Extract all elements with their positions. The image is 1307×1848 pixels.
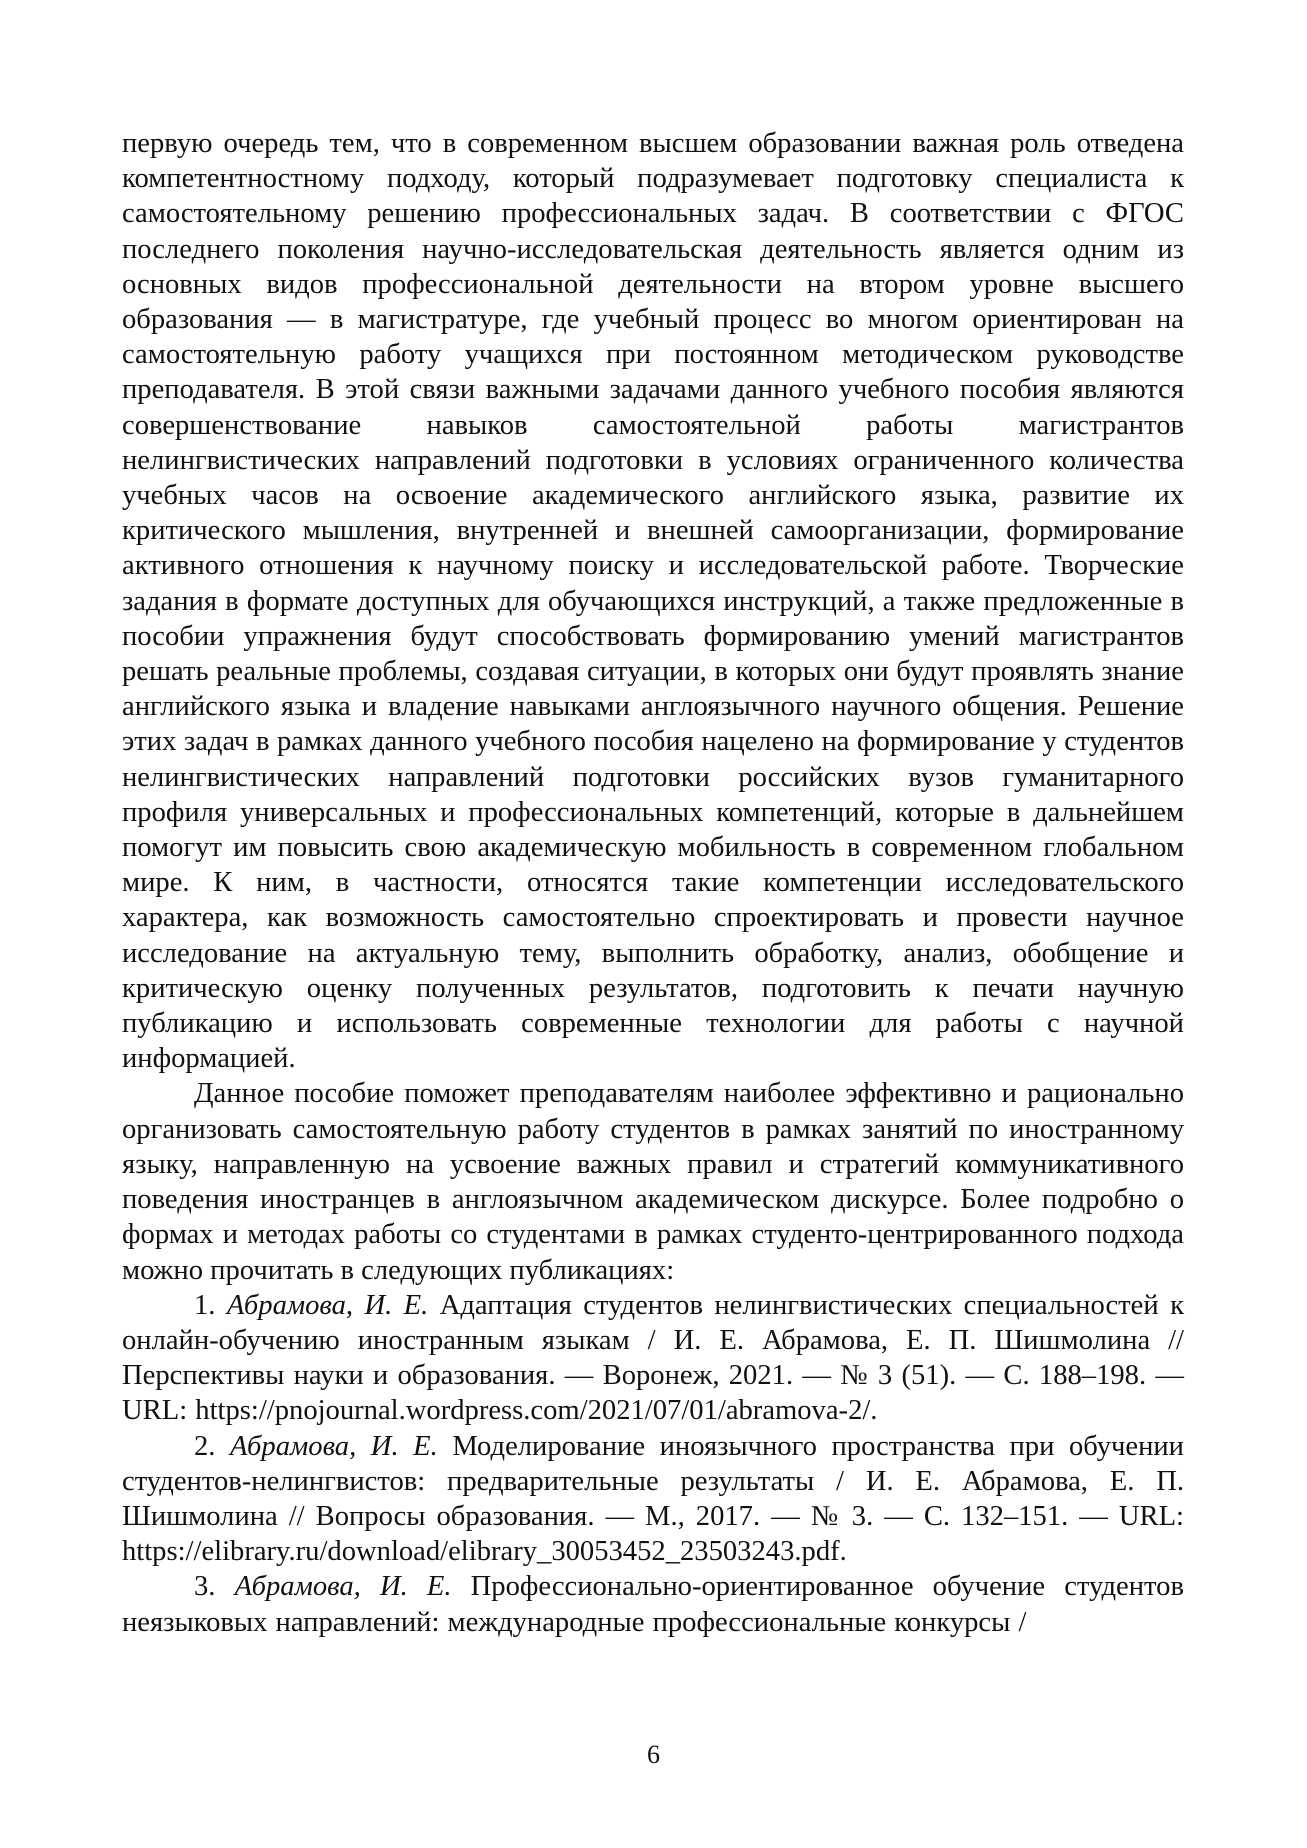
reference-item [122,1429,1184,1570]
reference-number: 1. [194,1289,216,1321]
reference-text: Адаптация студентов нелингвистических специальностей к онлайн-обучению иностранным языкам / И. Е. Абрамова, Е. П. Шишмолина // Перспективы науки и образования. — Воронеж, 2021. — № 3 (51). — С. 188–198. — URL: https://pnojournal.wordpress.com/2021/07/01/abramova-2/. [122,1289,1184,1427]
reference-author: Абрамова, И. Е. [230,1430,438,1462]
reference-number: 2. [194,1430,216,1462]
reference-number: 3. [194,1571,216,1603]
reference-author: Абрамова, И. Е. [226,1289,429,1321]
reference-text: Профессионально-ориентированное обучение студентов неязыковых направлений: международные профессиональные конкурсы / [122,1571,1184,1638]
reference-item [122,1288,1184,1429]
reference-author: Абрамова, И. Е. [234,1571,452,1603]
document-page [122,126,1184,1640]
reference-text: Моделирование иноязычного пространства при обучении студентов-нелингвистов: предварительные результаты / И. Е. Абрамова, Е. П. Шишмолина // Вопросы образования. — М., 2017. — № 3. — С. 132–151. — URL: https://elibrary.ru/download/elibrary_30053452_23503243.pdf. [122,1430,1184,1568]
body-paragraph-continuation: первую очередь тем, что в современном высшем образовании важная роль отведена компетентностному подходу, который подразумевает подготовку специалиста к самостоятельному решению профессиональных задач. В соответствии с ФГОС последнего поколения научно-исследовательская деятельность является одним из основных видов профессиональной деятельности на втором уровне высшего образования — в магистратуре, где учебный процесс во многом ориентирован на самостоятельную работу учащихся при постоянном методическом руководстве преподавателя. В этой связи важными задачами данного учебного пособия являются совершенствование навыков самостоятельной работы магистрантов нелингвистических направлений подготовки в условиях ограниченного количества учебных часов на освоение академического английского языка, развитие их критического мышления, внутренней и внешней самоорганизации, формирование активного отношения к научному поиску и исследовательской работе. Творческие задания в формате доступных для обучающихся инструкций, а также предложенные в пособии упражнения будут способствовать формированию умений магистрантов решать реальные проблемы, создавая ситуации, в которых они будут проявлять знание английского языка и владение навыками англоязычного научного общения. Решение этих задач в рамках данного учебного пособия нацелено на формирование у студентов нелингвистических направлений подготовки российских вузов гуманитарного профиля универсальных и профессиональных компетенций, которые в дальнейшем помогут им повысить свою академическую мобильность в современном глобальном мире. К ним, в частности, относятся такие компетенции исследовательского характера, как возможность самостоятельно спроектировать и провести научное исследование на актуальную тему, выполнить обработку, анализ, обобщение и критическую оценку полученных результатов, подготовить к печати научную публикацию и использовать современные технологии для работы с научной информацией. [122,128,1184,1075]
body-paragraph-second: Данное пособие поможет преподавателям наиболее эффективно и рационально организовать самостоятельную работу студентов в рамках занятий по иностранному языку, направленную на усвоение важных правил и стратегий коммуникативного поведения иностранцев в англоязычном академическом дискурсе. Более подробно о формах и методах работы со студентами в рамках студенто-центрированного подхода можно прочитать в следующих публикациях: [122,1078,1184,1286]
reference-item [122,1569,1184,1639]
page-number: 6 [647,1740,660,1769]
